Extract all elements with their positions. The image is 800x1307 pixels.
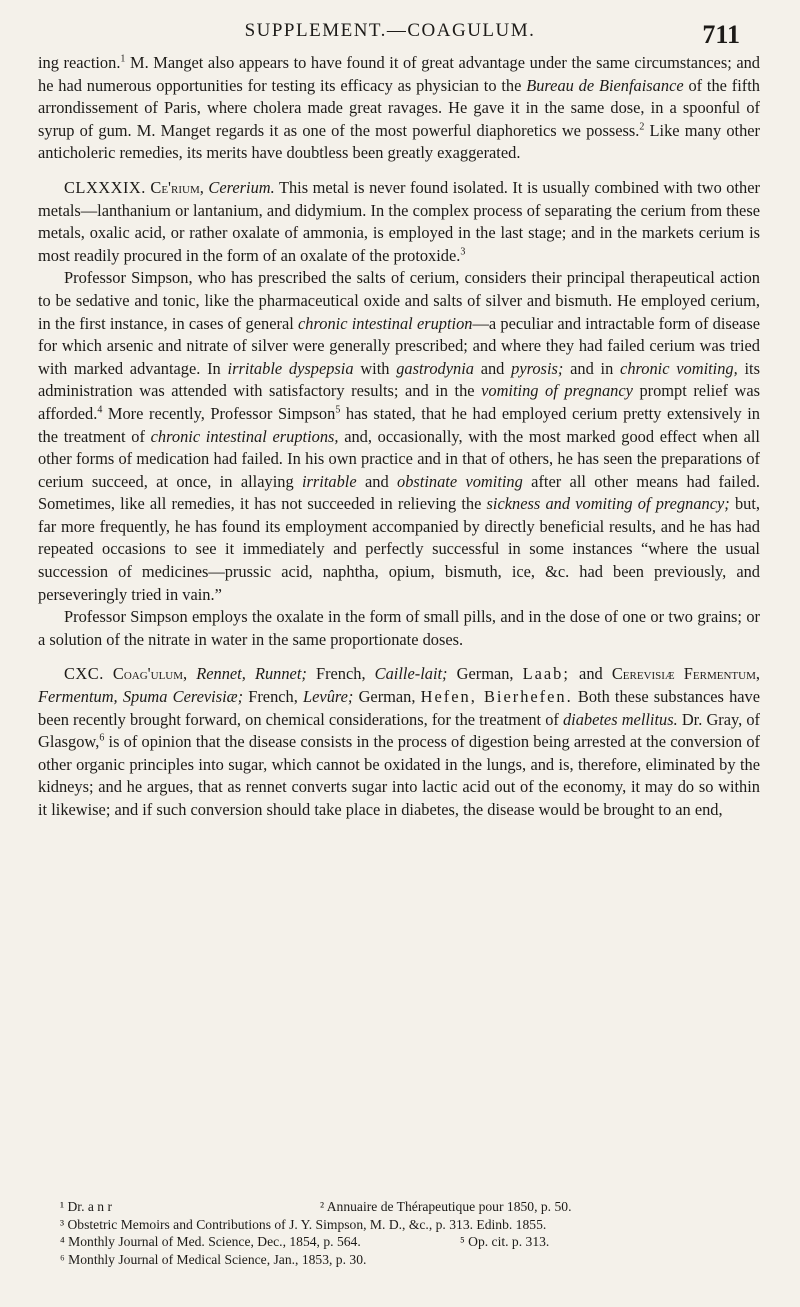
footnote-4: ⁴ Monthly Journal of Med. Science, Dec., 1854, p. 564. xyxy=(60,1234,361,1250)
text-run: This metal is never found isolated. It is usually combined with two other metals—lanthanium or lantanium, and didymium. In the complex process of separating the cerium from these metals, oxalic acid, or rather oxalate of ammonia, is employed in the last stage; and in the markets cerium is most readily procured in the form of an oxalate of the protoxide. xyxy=(38,177,760,265)
text-run: but, far more frequently, he has found its employment accompanied by directly beneficial results, and he has had repeated occasions to see it immediately and perfectly successful in some instances “where the usual succession of medicines—prussic acid, naphtha, opium, bismuth, ice, &c. had been previously, and perseveringly tried in vain.” xyxy=(38,494,761,604)
italic-run: Fermentum, Spuma Cerevisiæ; xyxy=(38,687,244,707)
footnote-5: ⁵ Op. cit. p. 313. xyxy=(460,1234,550,1250)
text-run: Both these substances have been recently brought forward, on chemical considerations, for the treatment of xyxy=(38,687,761,729)
footnote-row xyxy=(60,1216,760,1234)
running-head: SUPPLEMENT.—COAGULUM. xyxy=(244,20,536,41)
text-run: has stated, that he had employed cerium pretty extensively in the treatment of xyxy=(38,403,760,446)
italic-run: chronic intestinal eruption xyxy=(298,313,473,333)
page-header xyxy=(40,20,740,50)
footnote-2: ² Annuaire de Thérapeutique pour 1850, p. 50. xyxy=(320,1199,572,1214)
footnote-6: ⁶ Monthly Journal of Medical Science, Jan., 1853, p. 30. xyxy=(60,1251,367,1267)
german-term: Hefen, Bierhefen. xyxy=(420,687,573,707)
paragraph-oxalate xyxy=(38,606,760,651)
body-text xyxy=(38,52,760,822)
italic-run: chronic vomiting, xyxy=(620,358,738,378)
italic-run: diabetes mellitus. xyxy=(562,709,678,729)
entry-name-2: Cerevisiæ Fermentum, xyxy=(611,664,760,684)
footnote-ref: 2 xyxy=(639,121,645,133)
page-number: 711 xyxy=(702,20,740,49)
footnote-row xyxy=(60,1251,760,1269)
footnotes xyxy=(60,1198,760,1268)
italic-run: Rennet, Runnet; xyxy=(196,664,307,684)
italic-run: vomiting of pregnancy xyxy=(481,381,633,401)
footnote-ref: 5 xyxy=(335,404,341,416)
footnote-ref: 4 xyxy=(97,404,103,416)
italic-run: Bureau de Bienfaisance xyxy=(526,75,684,95)
text-run: its administration was attended with satisfactory results; and in the xyxy=(38,358,760,401)
text-run: and xyxy=(356,471,398,491)
footnote-ref: 6 xyxy=(99,732,105,744)
italic-run: chronic intestinal eruptions, xyxy=(150,426,339,446)
entry-name: Coag'ulum, xyxy=(112,664,188,684)
italic-run: pyrosis; xyxy=(511,358,564,378)
entry-coagulum xyxy=(38,663,760,821)
footnote-row xyxy=(60,1233,760,1251)
text-run: M. Manget also appears to have found it of great advantage under the same circumstances; and he had numerous opportunities for testing its efficacy as physician to the xyxy=(38,53,761,95)
footnote-3: ³ Obstetric Memoirs and Contributions of J. Y. Simpson, M. D., &c., p. 313. Edinb. 1855. xyxy=(60,1216,547,1232)
paragraph-simpson xyxy=(38,267,760,606)
footnote-row xyxy=(60,1198,760,1216)
paragraph-manget xyxy=(38,52,760,165)
italic-run: irritable xyxy=(302,471,357,491)
text-run: and, occasionally, with the most marked good effect when all other forms of medication had failed. In his own practice and in that of others, he has seen the preparations of cerium succeed, at once, in allaying xyxy=(38,426,760,491)
italic-run: Caille-lait; xyxy=(374,664,448,684)
entry-latin-name: Cererium. xyxy=(208,177,275,197)
italic-run: obstinate vomiting xyxy=(397,471,523,491)
text-run: and xyxy=(569,664,612,684)
text-run: after all other means had failed. Sometimes, like all remedies, it has not succeeded in relieving the xyxy=(38,471,760,514)
text-run: Like many other anticholeric remedies, its merits have doubtless been greatly exaggerated. xyxy=(38,120,760,163)
footnote-ref: 1 xyxy=(120,53,126,65)
italic-run: Levûre; xyxy=(303,687,354,707)
text-run: is of opinion that the disease consists in the process of digestion being arrested at the conversion of other organic principles into sugar, which cannot be oxidated in the lungs, and is, therefore, eliminated by the kidneys; and he argues, that as rennet converts sugar into lactic acid out of the economy, it may do so within it likewise; and if such conversion should take place in diabetes, the disease would be brought to an end, xyxy=(38,732,760,819)
entry-number: CXC. xyxy=(64,664,104,684)
text-run: German, xyxy=(447,664,523,684)
entry-number: CLXXXIX. xyxy=(64,177,146,197)
text-run: prompt relief was afforded. xyxy=(38,381,760,423)
entry-cerium xyxy=(38,177,760,267)
text-run: and in xyxy=(563,358,621,378)
text-run: Professor Simpson, who has prescribed the salts of cerium, considers their principal therapeutical action to be sedative and tonic, like the pharmaceutical oxide and salts of silver and bismuth. He employed cerium, in the first instance, in cases of general xyxy=(38,268,760,333)
italic-run: gastrodynia xyxy=(396,358,474,378)
text-run: French, xyxy=(243,687,304,707)
text-run: and xyxy=(473,358,512,378)
text-run: with xyxy=(353,358,397,378)
text-run: More recently, Professor Simpson xyxy=(102,403,336,423)
text-run: Professor Simpson employs the oxalate in the form of small pills, and in the dose of one or two grains; or a solution of the nitrate in water in the same proportionate doses. xyxy=(38,607,760,649)
german-term: Laab; xyxy=(522,664,570,684)
footnote-1: ¹ Dr. a n r xyxy=(60,1199,113,1214)
footnote-ref: 3 xyxy=(460,246,466,258)
text-run: of the fifth arrondissement of Paris, where cholera made great ravages. He gave it in the same dose, in a spoonful of syrup of gum. M. Manget regards it as one of the most powerful diaphoretics we possess. xyxy=(38,75,760,140)
text-run: Dr. Gray, of Glasgow, xyxy=(38,709,761,752)
italic-run: irritable dyspepsia xyxy=(227,358,354,378)
entry-name: Ce'rium, xyxy=(150,177,204,197)
text-run: German, xyxy=(353,687,421,707)
italic-run: sickness and vomiting of pregnancy; xyxy=(486,494,730,514)
text-run: French, xyxy=(306,664,375,684)
text-run: ing reaction. xyxy=(38,53,121,72)
text-run: —a peculiar and intractable form of disease for which arsenic and nitrate of silver were generally prescribed; and where they had failed cerium was tried with marked advantage. In xyxy=(38,313,760,378)
